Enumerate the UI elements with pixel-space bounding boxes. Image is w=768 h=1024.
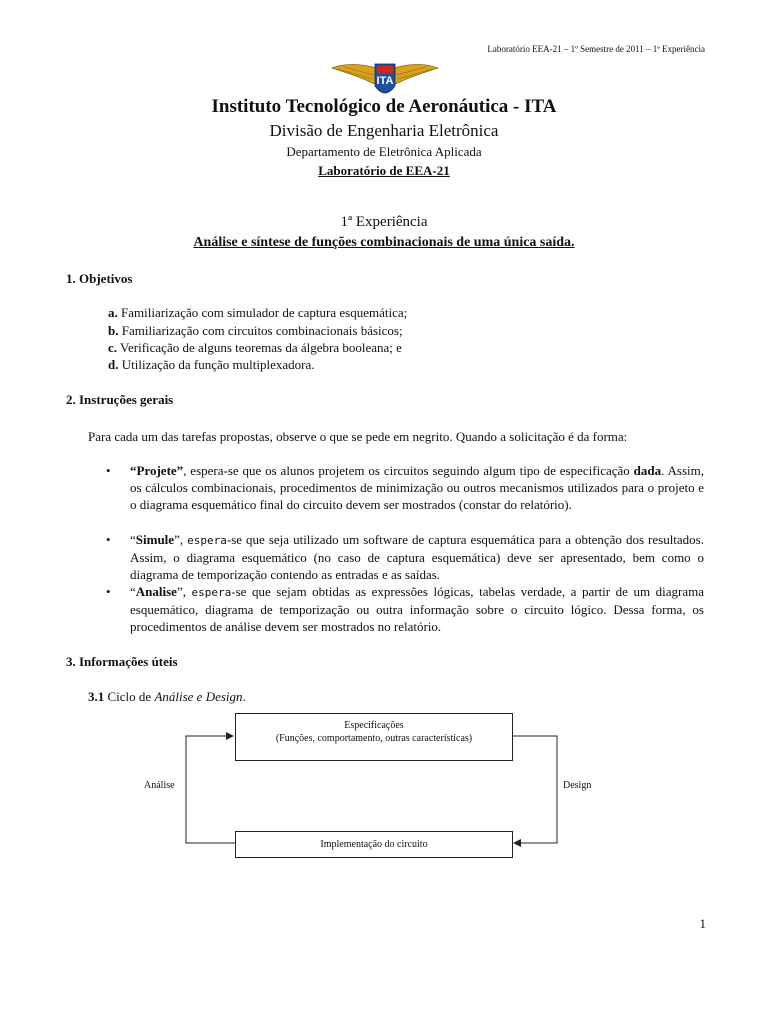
bullet-mono-text: espera [191, 586, 232, 599]
section-3-heading: 3. Informações úteis [66, 654, 178, 669]
bullet-keyword: Analise [135, 584, 177, 599]
design-label: Design [563, 780, 592, 791]
design-arrow [512, 736, 557, 843]
page-number: 1 [699, 916, 706, 931]
bullet-icon: • [106, 584, 111, 599]
section-1-heading: 1. Objetivos [66, 271, 133, 286]
subsection-number: 3.1 [88, 689, 105, 704]
subsection-text: Ciclo de [107, 689, 155, 704]
institute-title: Instituto Tecnológico de Aeronáutica - ITA [211, 96, 557, 117]
bullet-text: “ [130, 532, 136, 547]
svg-text:ITA: ITA [376, 75, 394, 87]
objective-letter: a. [108, 305, 118, 320]
analysis-arrow [186, 736, 235, 843]
bullet-text: ”, [176, 584, 192, 599]
department-title: Departamento de Eletrônica Aplicada [286, 144, 482, 159]
bullet-text: , espera-se que os alunos projetem os circuitos seguindo algum tipo de especificação [183, 463, 634, 478]
objective-letter: b. [108, 323, 119, 338]
instructions-intro: Para cada um das tarefas propostas, observe o que se pede em negrito. Quando a solicitação é da forma: [88, 429, 628, 444]
objective-text: Familiarização com circuitos combinacionais básicos; [121, 323, 403, 338]
bullet-text: . Assim, os cálculos combinacionais, procedimentos de minimização ou outros mecanismos utilizados para o projeto e o diagrama esquemático final do circuito devem ser mostrados (constar do relatório). [130, 463, 704, 512]
specifications-detail: (Funções, comportamento, outras características) [275, 733, 473, 744]
objective-text: Familiarização com simulador de captura esquemática; [121, 305, 408, 320]
objective-letter: c. [108, 340, 118, 355]
bullet-mono-text: espera [187, 534, 227, 547]
bullet-keyword: dada [633, 463, 662, 478]
bullet-text: ”, [174, 532, 188, 547]
analysis-label: Análise [144, 780, 175, 791]
bullet-text: “ [130, 584, 136, 599]
section-2-heading: 2. Instruções gerais [66, 392, 174, 407]
division-title: Divisão de Engenharia Eletrônica [269, 121, 499, 140]
experiment-subtitle: Análise e síntese de funções combinacionais de uma única saída. [193, 235, 575, 250]
implementation-box: Implementação do circuito [235, 831, 513, 858]
subsection-italic: Análise e Design [154, 689, 243, 704]
bullet-keyword: “Projete” [130, 463, 184, 478]
specifications-box [235, 713, 513, 761]
subsection-text: . [242, 689, 246, 704]
bullet-icon: • [106, 463, 111, 478]
bullet-text: -se que seja utilizado um software de captura esquemática para a obtenção dos resultados. Assim, o diagrama esquemático (no caso de captura esquemática) deve ser apresentado, bem como o diagrama de temporização contendo as entradas e as saídas. [130, 532, 704, 582]
specifications-title: Especificações [344, 720, 404, 731]
bullet-keyword: Simule [135, 532, 175, 547]
objective-text: Verificação de alguns teoremas da álgebra booleana; e [120, 340, 402, 355]
lab-title: Laboratório de EEA-21 [318, 163, 450, 178]
objective-text: Utilização da função multiplexadora. [121, 357, 315, 372]
running-header: Laboratório EEA-21 – 1º Semestre de 2011 – 1ª Experiência [487, 44, 705, 54]
bullet-text: -se que sejam obtidas as expressões lógicas, tabelas verdade, a partir de um diagrama esquemático, diagrama de temporização ou outra informação sobre o circuito lógico. Dessa forma, os procedimentos de análise devem ser mostrados no relatório. [130, 584, 704, 634]
objective-letter: d. [108, 357, 119, 372]
experiment-number: 1ª Experiência [340, 214, 428, 230]
bullet-icon: • [106, 532, 111, 547]
